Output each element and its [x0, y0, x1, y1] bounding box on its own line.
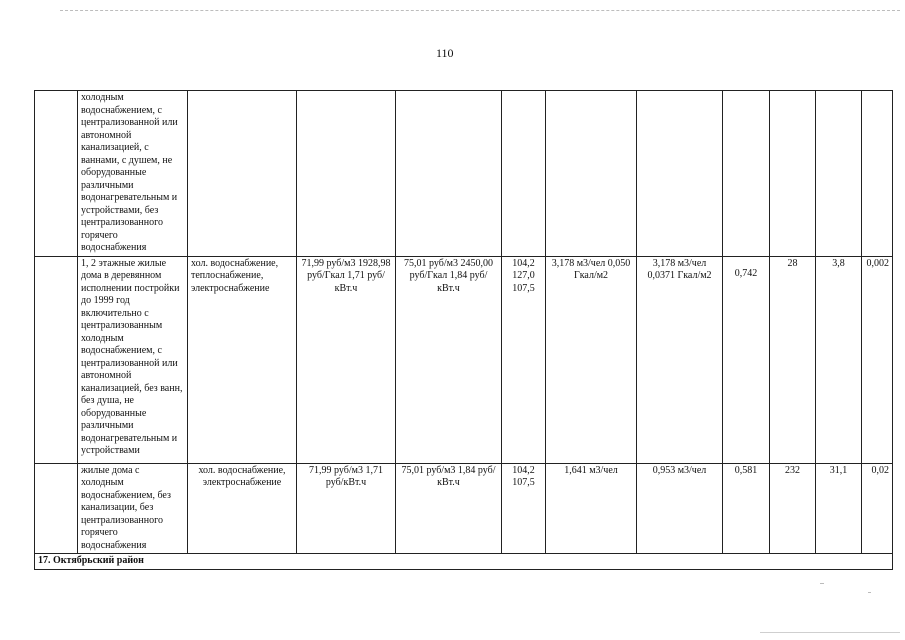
page-number: 110	[436, 46, 454, 60]
value-2-cell: 3,8	[816, 256, 862, 463]
value-1-cell: 28	[770, 256, 816, 463]
tariff-new-cell: 75,01 руб/м3 1,84 руб/кВт.ч	[396, 463, 502, 554]
coefficient-cell: 0,581	[723, 463, 770, 554]
norm-old-cell: 3,178 м3/чел 0,050 Гкал/м2	[546, 256, 637, 463]
utilities-cell: хол. водоснабжение, теплоснабжение, электроснабжение	[188, 256, 297, 463]
norm-old-cell: 1,641 м3/чел	[546, 463, 637, 554]
scan-speck	[868, 592, 871, 593]
coefficient-cell: 0,742	[723, 256, 770, 463]
norm-new-cell	[637, 91, 723, 257]
scan-edge-line	[60, 10, 900, 11]
value-2-cell	[816, 91, 862, 257]
value-1-cell	[770, 91, 816, 257]
scan-edge-line	[760, 632, 900, 633]
housing-type-cell: холодным водоснабжением, с централизованной или автономной канализацией, с ваннами, с душем, не оборудованные различными водонагревательным и устройствами, без централизованного горячего водоснабжения	[78, 91, 188, 257]
norm-new-cell: 0,953 м3/чел	[637, 463, 723, 554]
tariff-old-cell: 71,99 руб/м3 1,71 руб/кВт.ч	[297, 463, 396, 554]
index-cell: 104,2 127,0 107,5	[502, 256, 546, 463]
index-cell	[502, 91, 546, 257]
utilities-cell: хол. водоснабжение, электроснабжение	[188, 463, 297, 554]
row-blank-cell	[35, 256, 78, 463]
index-cell: 104,2 107,5	[502, 463, 546, 554]
tariff-old-cell	[297, 91, 396, 257]
tariff-new-cell: 75,01 руб/м3 2450,00 руб/Гкал 1,84 руб/кВт.ч	[396, 256, 502, 463]
norm-old-cell	[546, 91, 637, 257]
tariff-new-cell	[396, 91, 502, 257]
row-blank-cell	[35, 463, 78, 554]
housing-type-cell: жилые дома с холодным водоснабжением, без канализации, без централизованного горячего водоснабжения	[78, 463, 188, 554]
tariff-table	[34, 90, 893, 570]
district-row	[35, 554, 893, 570]
value-2-cell: 31,1	[816, 463, 862, 554]
district-label: 17. Октябрьский район	[35, 554, 893, 570]
housing-type-cell: 1, 2 этажные жилые дома в деревянном исполнении постройки до 1999 год включительно с централизованным холодным водоснабжением, с централизованной или автономной канализацией, без ванн, без душа, не оборудованные различными водонагревательным и устройствами	[78, 256, 188, 463]
value-1-cell: 232	[770, 463, 816, 554]
value-3-cell: 0,002	[862, 256, 893, 463]
tariff-old-cell: 71,99 руб/м3 1928,98 руб/Гкал 1,71 руб/кВт.ч	[297, 256, 396, 463]
row-blank-cell	[35, 91, 78, 257]
value-3-cell: 0,02	[862, 463, 893, 554]
scan-speck	[820, 583, 824, 584]
norm-new-cell: 3,178 м3/чел 0,0371 Гкал/м2	[637, 256, 723, 463]
table-row	[35, 91, 893, 257]
value-3-cell	[862, 91, 893, 257]
table-row	[35, 256, 893, 463]
utilities-cell	[188, 91, 297, 257]
table-row	[35, 463, 893, 554]
coefficient-cell	[723, 91, 770, 257]
